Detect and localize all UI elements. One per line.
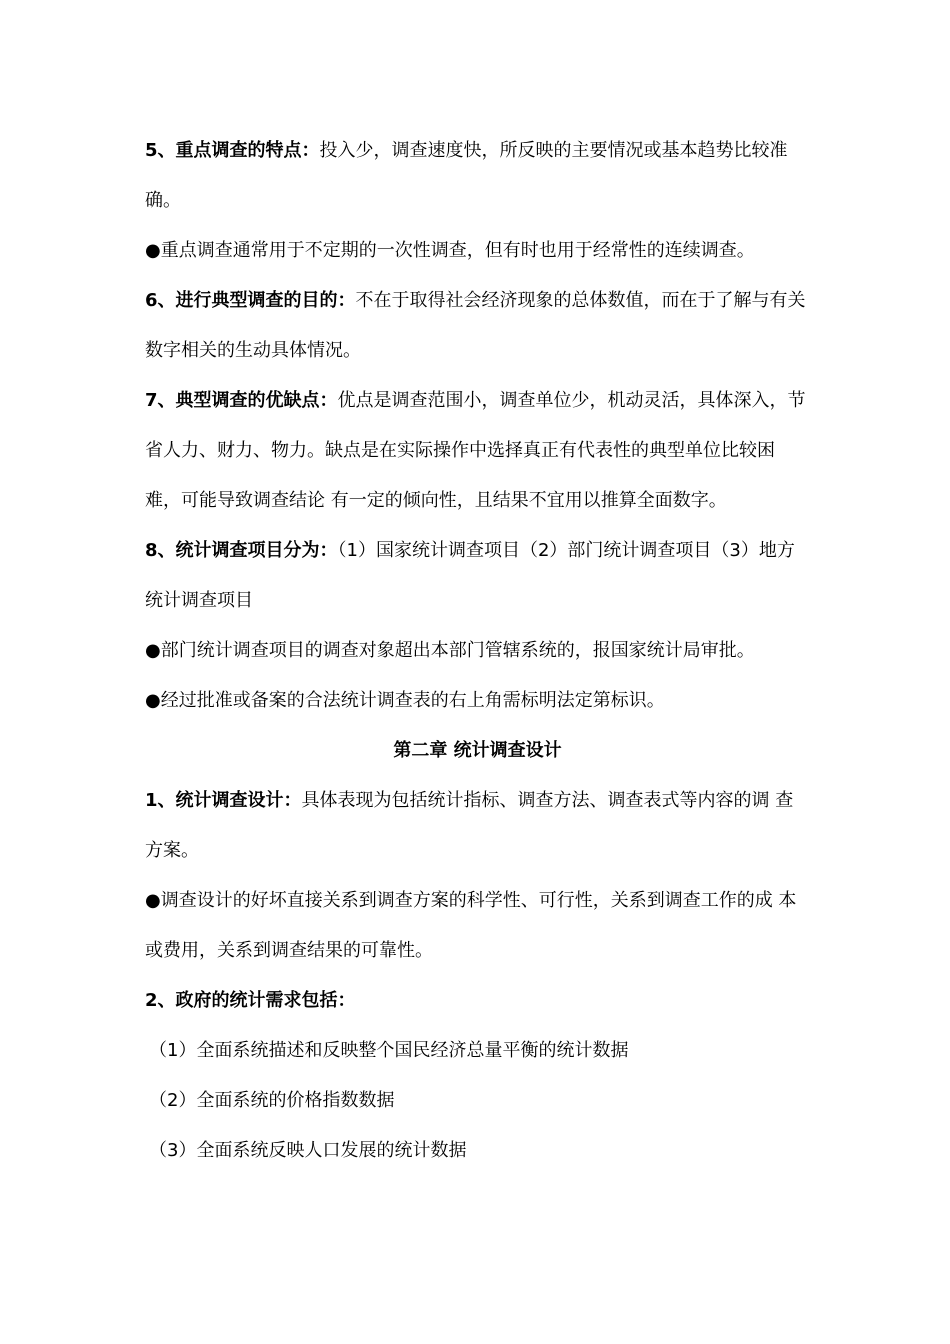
paragraph-survey-project-types — [145, 526, 810, 626]
paragraph-government-needs — [145, 976, 810, 1026]
paragraph-heading: 1、统计调查设计： — [145, 790, 302, 811]
paragraph-heading: 7、典型调查的优缺点： — [145, 390, 338, 411]
paragraph-survey-design — [145, 776, 810, 876]
chapter-title: 第二章 统计调查设计 — [393, 740, 562, 761]
paragraph-text: 投入少，调查速度快，所反映的主要情况或基本趋势比较准确。 — [145, 140, 788, 211]
paragraph-heading: 8、统计调查项目分为： — [145, 540, 338, 561]
paragraph-legal-mark — [145, 676, 810, 726]
paragraph-text: 优点是调查范围小，调查单位少，机动灵活，具体深入，节省人力、财力、物力。缺点是在实际操作中选择真正有代表性的典型单位比较困难，可能导致调查结论 有一定的倾向性，且结果不宜用以推算全面数字。 — [145, 390, 806, 511]
paragraph-text: ●部门统计调查项目的调查对象超出本部门管辖系统的，报国家统计局审批。 — [145, 640, 755, 661]
paragraph-typical-survey-pros-cons — [145, 376, 810, 526]
paragraph-heading: 5、重点调查的特点： — [145, 140, 320, 161]
paragraph-key-survey-usage — [145, 226, 810, 276]
paragraph-text: 具体表现为包括统计指标、调查方法、调查表式等内容的调 查方案。 — [145, 790, 794, 861]
paragraph-key-survey-features — [145, 126, 810, 226]
paragraph-text: ●经过批准或备案的合法统计调查表的右上角需标明法定第标识。 — [145, 690, 665, 711]
paragraph-text: （1）国家统计调查项目（2）部门统计调查项目（3）地方统计调查项目 — [145, 540, 795, 611]
paragraph-department-approval — [145, 626, 810, 676]
list-item: （3）全面系统反映人口发展的统计数据 — [149, 1140, 467, 1161]
paragraph-heading: 2、政府的统计需求包括： — [145, 990, 356, 1011]
list-item: （2）全面系统的价格指数数据 — [149, 1090, 395, 1111]
paragraph-text: ●重点调查通常用于不定期的一次性调查，但有时也用于经常性的连续调查。 — [145, 240, 755, 261]
paragraph-text: ●调查设计的好坏直接关系到调查方案的科学性、可行性，关系到调查工作的成 本或费用，关系到调查结果的可靠性。 — [145, 890, 797, 961]
paragraph-text: 不在于取得社会经济现象的总体数值，而在于了解与有关数字相关的生动具体情况。 — [145, 290, 806, 361]
paragraph-heading: 6、进行典型调查的目的： — [145, 290, 356, 311]
paragraph-design-importance — [145, 876, 810, 976]
paragraph-typical-survey-purpose — [145, 276, 810, 376]
document-body — [145, 126, 810, 1176]
list-item: （1）全面系统描述和反映整个国民经济总量平衡的统计数据 — [149, 1040, 629, 1061]
